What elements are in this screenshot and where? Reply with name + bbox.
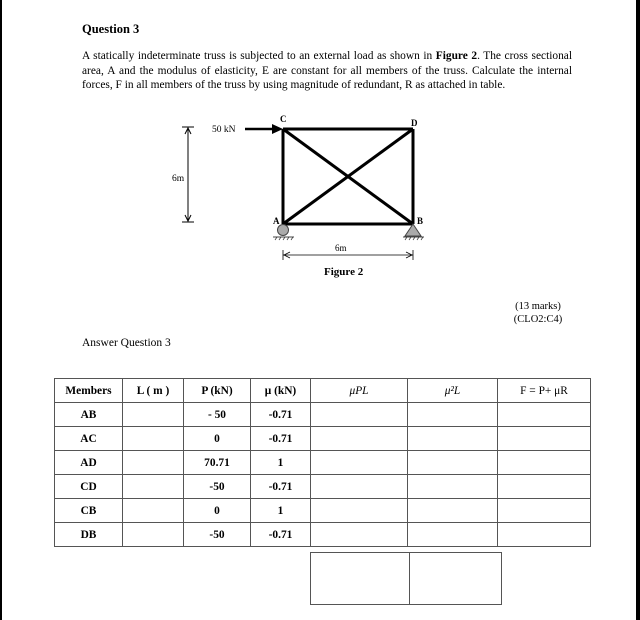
mu-cell: -0.71 [251,403,311,427]
table-header-row [55,379,591,403]
answer-table [54,378,591,547]
mu2l-cell[interactable] [408,475,498,499]
member-cell: CD [55,475,123,499]
marks-total: (13 marks) [515,301,561,312]
node-d-label: D [411,118,418,128]
length-cell[interactable] [123,475,184,499]
force-cell[interactable] [498,523,591,547]
sum-mu2l-cell[interactable] [410,553,502,605]
p-cell: -50 [184,475,251,499]
length-cell[interactable] [123,499,184,523]
table-row [55,427,591,451]
mu-cell: -0.71 [251,523,311,547]
sum-row [310,552,502,605]
member-cell: CB [55,499,123,523]
mu2l-cell[interactable] [408,451,498,475]
col-force: F = P+ μR [498,379,591,403]
force-cell[interactable] [498,403,591,427]
figure-caption: Figure 2 [324,266,364,278]
mu2l-cell[interactable] [408,427,498,451]
col-mu: μ (kN) [251,379,311,403]
col-mupl: μPL [311,379,408,403]
length-cell[interactable] [123,403,184,427]
marks-clo: (CLO2:C4) [513,314,563,325]
mu2l-cell[interactable] [408,403,498,427]
answer-label: Answer Question 3 [82,337,171,349]
table-row [55,499,591,523]
mupl-cell[interactable] [311,499,408,523]
member-cell: DB [55,523,123,547]
p-cell: 70.71 [184,451,251,475]
table-row [55,523,591,547]
member-cell: AC [55,427,123,451]
mu2l-cell[interactable] [408,523,498,547]
table-row [55,475,591,499]
mupl-cell[interactable] [311,427,408,451]
member-cell: AD [55,451,123,475]
length-cell[interactable] [123,427,184,451]
node-a-label: A [273,216,280,226]
p-cell: 0 [184,427,251,451]
mu-cell: 1 [251,499,311,523]
marks-block [498,300,578,326]
document-page [2,0,636,620]
col-p: P (kN) [184,379,251,403]
mupl-cell[interactable] [311,523,408,547]
mupl-cell[interactable] [311,451,408,475]
force-cell[interactable] [498,475,591,499]
height-label: 6m [172,174,185,184]
table-row [55,403,591,427]
p-cell: -50 [184,523,251,547]
col-mu2l: μ²L [408,379,498,403]
width-label: 6m [335,243,347,253]
col-length: L ( m ) [123,379,184,403]
force-cell[interactable] [498,427,591,451]
truss-members [283,129,413,224]
force-cell[interactable] [498,451,591,475]
force-cell[interactable] [498,499,591,523]
length-cell[interactable] [123,451,184,475]
sum-mupl-cell[interactable] [311,553,410,605]
node-b-label: B [417,216,424,226]
question-title: Question 3 [82,22,140,36]
roller-support-a [278,225,289,236]
col-members: Members [55,379,123,403]
truss-figure [2,0,636,300]
member-cell: AB [55,403,123,427]
length-cell[interactable] [123,523,184,547]
mu-cell: 1 [251,451,311,475]
p-cell: - 50 [184,403,251,427]
load-arrowhead [272,124,283,134]
load-label: 50 kN [212,125,236,135]
mupl-cell[interactable] [311,403,408,427]
node-c-label: C [280,114,287,124]
question-text: A statically indeterminate truss is subjected to an external load as shown in Figure 2. The cross sectional area, A and the modulus of elasticity, E are constant for all members of the truss. Calculate the internal forces, F in all members of the truss by using magnitude of redundant, R as attached in table. [82,50,573,92]
mu2l-cell[interactable] [408,499,498,523]
mupl-cell[interactable] [311,475,408,499]
p-cell: 0 [184,499,251,523]
mu-cell: -0.71 [251,427,311,451]
table-row [55,451,591,475]
figure-reference: Figure 2 [435,50,478,62]
mu-cell: -0.71 [251,475,311,499]
